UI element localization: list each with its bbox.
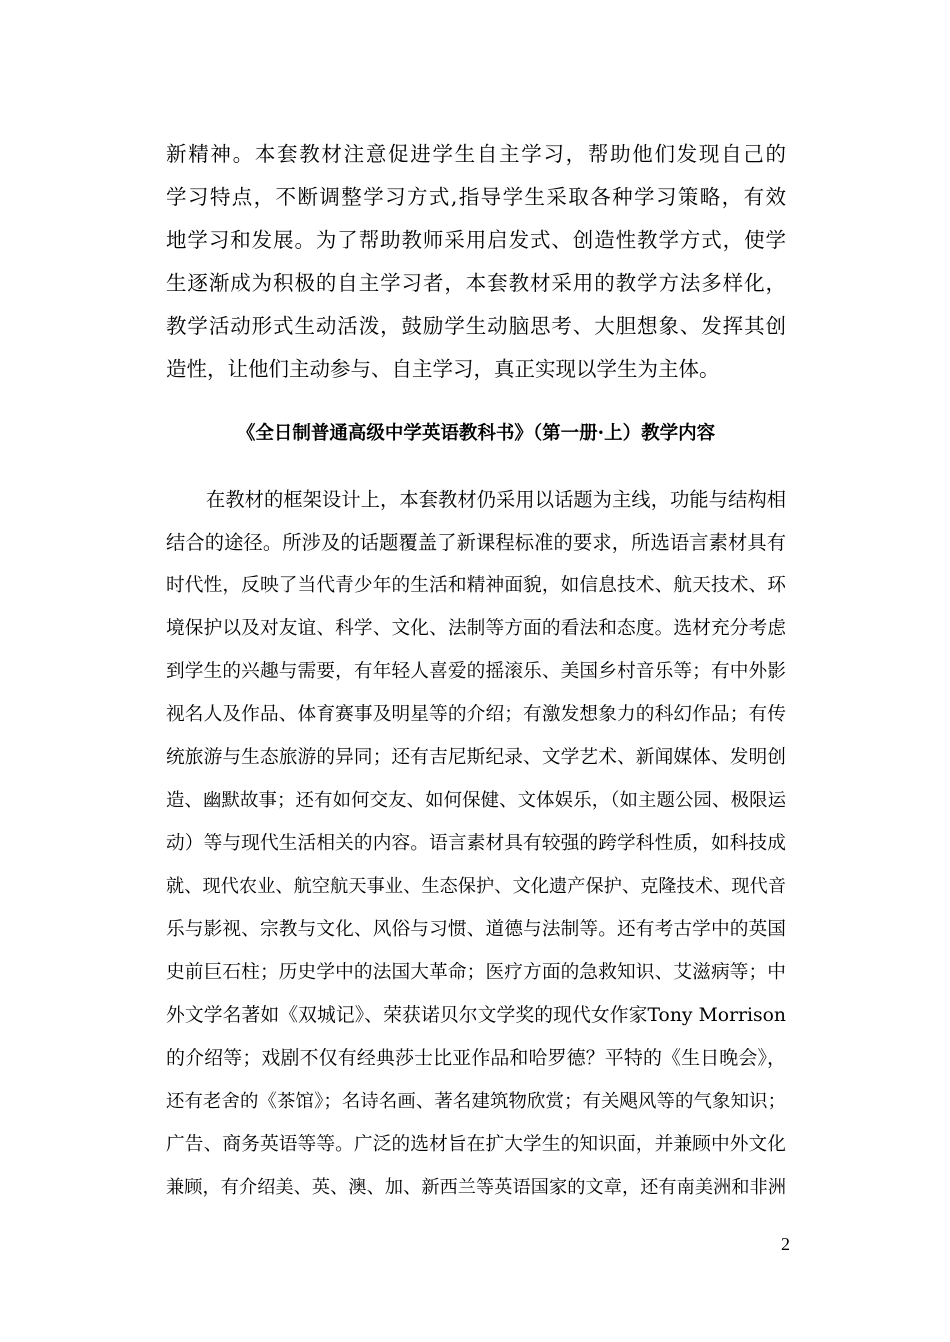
section-heading: 《全日制普通高级中学英语教科书》（第一册·上）教学内容 [236, 423, 716, 444]
paragraph-line: 史前巨石柱；历史学中的法国大革命；医疗方面的急救知识、艾滋病等；中 [166, 962, 786, 983]
paragraph-line: 学习特点，不断调整学习方式,指导学生采取各种学习策略，有效 [166, 185, 786, 209]
paragraph-line: 的介绍等；戏剧不仅有经典莎士比亚作品和哈罗德？平特的《生日晚会》， [166, 1047, 786, 1069]
paragraph-line: 生逐渐成为积极的自主学习者，本套教材采用的教学方法多样化， [166, 271, 786, 295]
paragraph-line: 就、现代农业、航空航天事业、生态保护、文化遗产保护、克隆技术、现代音 [166, 876, 786, 897]
paragraph-line: 造、幽默故事；还有如何交友、如何保健、文体娱乐，（如主题公园、极限运 [166, 790, 786, 811]
paragraph-line: 结合的途径。所涉及的话题覆盖了新课程标准的要求，所选语言素材具有 [166, 531, 786, 554]
paragraph-teaching-methods [166, 133, 786, 391]
paragraph-line: 统旅游与生态旅游的异同；还有吉尼斯纪录、文学艺术、新闻媒体、发明创 [166, 747, 786, 768]
paragraph-line: 教学活动形式生动活泼，鼓励学生动脑思考、大胆想象、发挥其创 [166, 314, 786, 338]
paragraph-line: 境保护以及对友谊、科学、文化、法制等方面的看法和态度。选材充分考虑 [166, 618, 786, 639]
paragraph-line: 兼顾，有介绍美、英、澳、加、新西兰等英语国家的文章，还有南美洲和非洲 [166, 1177, 786, 1198]
paragraph-line: 视名人及作品、体育赛事及明星等的介绍；有激发想象力的科幻作品；有传 [166, 704, 786, 725]
paragraph-line: 动）等与现代生活相关的内容。语言素材具有较强的跨学科性质，如科技成 [166, 833, 786, 854]
paragraph-line: 时代性，反映了当代青少年的生活和精神面貌，如信息技术、航天技术、环 [166, 575, 786, 596]
page-number: 2 [781, 1234, 790, 1254]
paragraph-line: 到学生的兴趣与需要，有年轻人喜爱的摇滚乐、美国乡村音乐等；有中外影 [166, 661, 786, 682]
paragraph-teaching-content [166, 478, 786, 1209]
paragraph-line: 在教材的框架设计上，本套教材仍采用以话题为主线，功能与结构相 [206, 488, 786, 511]
paragraph-line: 广告、商务英语等等。广泛的选材旨在扩大学生的知识面，并兼顾中外文化 [166, 1134, 786, 1155]
paragraph-line: 外文学名著如《双城记》、荣获诺贝尔文学奖的现代女作家Tony Morrison [166, 1005, 786, 1026]
paragraph-line: 乐与影视、宗教与文化、风俗与习惯、道德与法制等。还有考古学中的英国 [166, 919, 786, 940]
paragraph-line: 新精神。本套教材注意促进学生自主学习，帮助他们发现自己的 [166, 142, 786, 166]
paragraph-line: 地学习和发展。为了帮助教师采用启发式、创造性教学方式，使学 [166, 228, 786, 252]
paragraph-line: 还有老舍的《茶馆》；名诗名画、著名建筑物欣赏；有关飓风等的气象知识； [166, 1091, 786, 1112]
paragraph-line: 造性，让他们主动参与、自主学习，真正实现以学生为主体。 [166, 357, 720, 381]
